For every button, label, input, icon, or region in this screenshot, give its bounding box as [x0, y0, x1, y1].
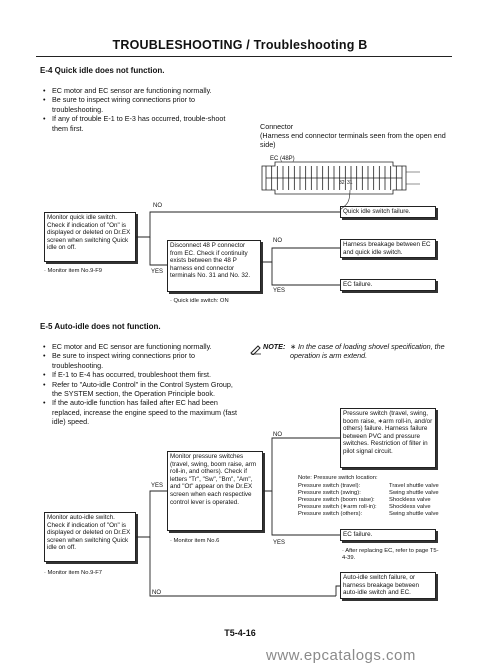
e4-disconnect-note: · Quick idle switch: ON: [170, 298, 229, 304]
e4-bullet: • If any of trouble E-1 to E-3 has occurred, trouble-shoot them first.: [43, 114, 239, 133]
e5-yes-1: YES: [151, 483, 164, 489]
page-number: T5-4-16: [224, 628, 256, 638]
switch-name: Pressure switch (travel):: [298, 483, 361, 489]
e4-result-harness: Harness breakage between EC and quick idle switch.: [340, 239, 436, 258]
e4-disconnect-box: Disconnect 48 P connector from EC. Check if continuity exists between the 48 P harness end connector terminals No. 31 and No. 32.: [167, 240, 261, 292]
e4-yes-1: YES: [151, 269, 164, 275]
switch-location: Shockless valve: [389, 504, 431, 510]
watermark: www.epcatalogs.com: [266, 647, 416, 664]
e5-result-autoidle: Auto-idle switch failure, or harness breakage between auto-idle switch and EC.: [340, 572, 436, 599]
e4-no-1: NO: [153, 203, 162, 209]
note-text: ∗ In the case of loading shovel specification, the operation is arm extend.: [290, 342, 445, 361]
page-title: TROUBLESHOOTING / Troubleshooting B: [112, 38, 368, 52]
e5-result-pressure: Pressure switch (travel, swing, boom raise, ∗arm roll-in, and/or others) failure. Harness failure between PVC and pressure switches. Restriction of filter in pilot signal circuit.: [340, 408, 436, 468]
connector-label: EC (48P): [270, 156, 295, 162]
switch-location: Swing shuttle valve: [389, 490, 439, 496]
switch-location: Swing shuttle valve: [389, 511, 439, 517]
e5-monitor-note: · Monitor item No.9-F7: [44, 570, 102, 576]
e4-bullet: • EC motor and EC sensor are functioning normally.: [43, 86, 239, 95]
e4-monitor-box: Monitor quick idle switch. Check if indication of "On" is displayed or deleted on Dr.EX screen when switching Quick idle on off.: [44, 212, 136, 262]
e5-no-2: NO: [273, 432, 282, 438]
e5-bullet: • EC motor and EC sensor are functioning normally.: [43, 342, 239, 351]
e5-bullet: • If E-1 to E-4 has occurred, troubleshoot them first.: [43, 370, 239, 379]
switch-name: Pressure switch (swing):: [298, 490, 361, 496]
e4-heading: E-4 Quick idle does not function.: [40, 66, 165, 75]
e5-no-1: NO: [152, 590, 161, 596]
e5-pressure-box: Monitor pressure switches (travel, swing, boom raise, arm roll-in, and others). Check if letters "Tr", "Sw", "Bm", "Am", and "Ot" appear on the Dr.EX screen when each respective control lever is operated.: [167, 451, 263, 531]
connector-subtitle: (Harness end connector terminals seen from the open end side): [260, 131, 446, 150]
e4-monitor-note: · Monitor item No.9-F9: [44, 268, 102, 274]
e5-result-ec: EC failure.: [340, 529, 436, 541]
switch-name: Pressure switch (boom raise):: [298, 497, 375, 503]
switch-name: Pressure switch (∗arm roll-in):: [298, 504, 377, 510]
e4-bullet: • Be sure to inspect wiring connections prior to troubleshooting.: [43, 95, 239, 114]
e5-heading: E-5 Auto-idle does not function.: [40, 322, 161, 331]
connector-diagram: [262, 162, 420, 210]
note-label: NOTE:: [263, 342, 286, 351]
connector-pin-31: 31: [347, 180, 353, 186]
switch-name: Pressure switch (others):: [298, 511, 363, 517]
e5-yes-2: YES: [273, 540, 286, 546]
connector-title: Connector: [260, 122, 294, 131]
e5-pressure-note: · Monitor item No.6: [170, 538, 220, 544]
e5-bullet: • Refer to "Auto-idle Control" in the Control System Group, the SYSTEM section, the Operation Principle book.: [43, 380, 239, 399]
switch-location: Shockless valve: [389, 497, 431, 503]
e5-bullet: • Be sure to inspect wiring connections prior to troubleshooting.: [43, 351, 239, 370]
e4-result-switch: Quick idle switch failure.: [340, 206, 436, 218]
e4-result-ec: EC failure.: [340, 279, 436, 291]
switch-location: Travel shuttle valve: [389, 483, 439, 489]
e5-result-ec-note: · After replacing EC, refer to page T5-4-39.: [342, 548, 439, 561]
e5-monitor-box: Monitor auto-idle switch. Check if indication of "On" is displayed or deleted on Dr.EX screen when switching Quick idle on off.: [44, 512, 136, 562]
e4-no-2: NO: [273, 238, 282, 244]
e4-yes-2: YES: [273, 288, 286, 294]
switch-location-title: Note: Pressure switch location:: [298, 475, 378, 481]
connector-pin-32: 32: [339, 180, 345, 186]
e5-bullet: • If the auto-idle function has failed after EC had been replaced, increase the engine speed to the maximum (fast idle) speed.: [43, 398, 239, 426]
